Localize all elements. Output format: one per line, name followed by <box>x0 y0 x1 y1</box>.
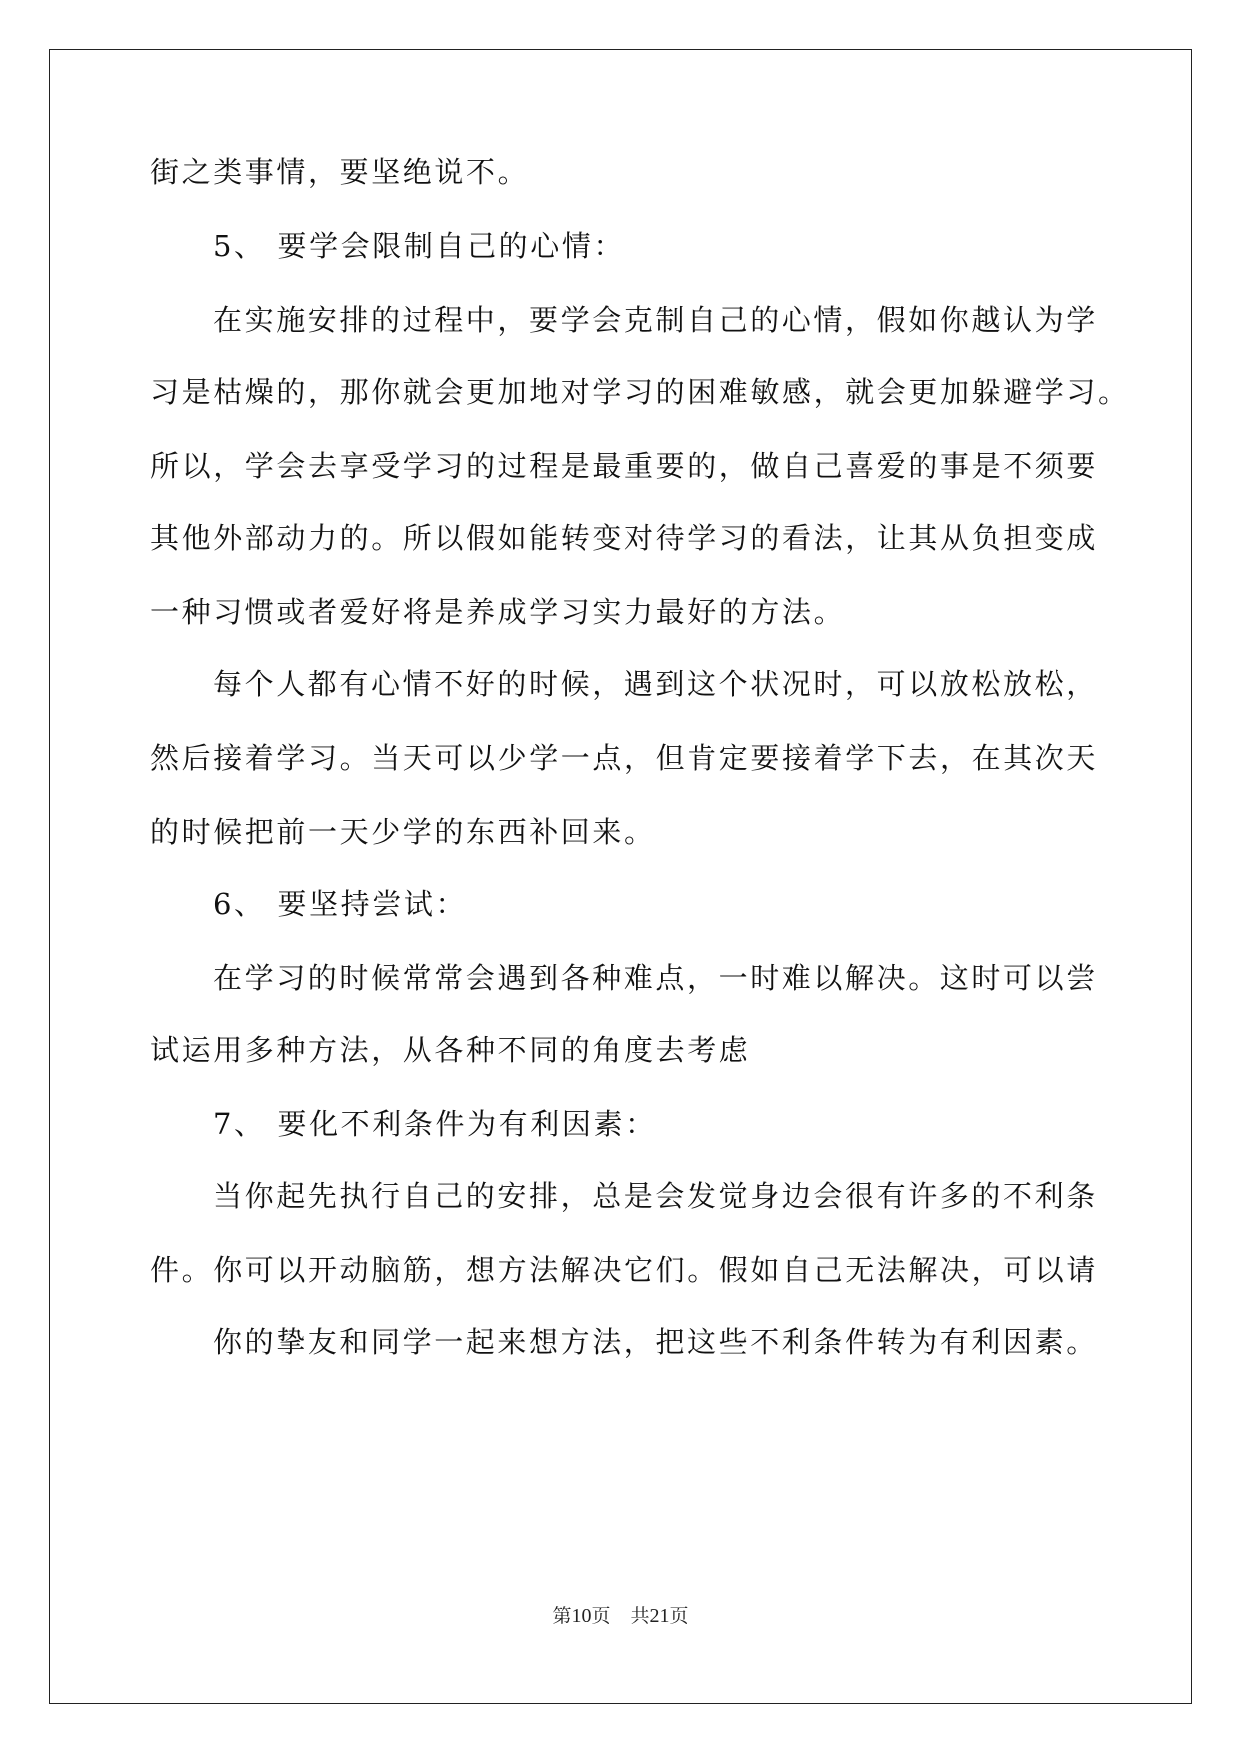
paragraph-first-line: 当你起先执行自己的安排，总是会发觉身边会很有许多的不利条 <box>213 1179 1098 1213</box>
section-heading-6: 6、 要坚持尝试： <box>213 887 468 921</box>
page-footer <box>0 1601 1241 1628</box>
section-heading-7: 7、 要化不利条件为有利因素： <box>213 1107 657 1141</box>
body-text-line: 一种习惯或者爱好将是养成学习实力最好的方法。 <box>150 595 846 629</box>
body-text-line: 然后接着学习。当天可以少学一点，但肯定要接着学下去，在其次天 <box>150 741 1099 775</box>
footer-total-suffix: 页 <box>669 1606 689 1627</box>
footer-total-prefix: 共 <box>630 1606 650 1627</box>
body-text-line: 街之类事情，要坚绝说不。 <box>150 155 530 189</box>
total-page-number: 21 <box>649 1605 670 1627</box>
body-text-line: 其他外部动力的。所以假如能转变对待学习的看法，让其从负担变成 <box>150 521 1099 555</box>
body-text-line: 你的挚友和同学一起来想方法，把这些不利条件转为有利因素。 <box>213 1325 1098 1359</box>
body-text-line: 所以，学会去享受学习的过程是最重要的，做自己喜爱的事是不须要 <box>150 449 1099 483</box>
body-text-line: 习是枯燥的，那你就会更加地对学习的困难敏感，就会更加躲避学习。 <box>150 375 1130 409</box>
paragraph-first-line: 在实施安排的过程中，要学会克制自己的心情，假如你越认为学 <box>213 303 1098 337</box>
current-page-number: 10 <box>571 1605 592 1627</box>
section-heading-5: 5、 要学会限制自己的心情： <box>213 229 626 263</box>
body-text-line: 的时候把前一天少学的东西补回来。 <box>150 815 656 849</box>
paragraph-first-line: 在学习的时候常常会遇到各种难点，一时难以解决。这时可以尝 <box>213 961 1098 995</box>
paragraph-first-line: 每个人都有心情不好的时候，遇到这个状况时，可以放松放松， <box>213 667 1098 701</box>
body-text-line: 试运用多种方法，从各种不同的角度去考虑 <box>150 1033 751 1067</box>
body-text-line: 件。你可以开动脑筋，想方法解决它们。假如自己无法解决，可以请 <box>150 1253 1099 1287</box>
page-border <box>49 49 1192 1704</box>
footer-page-suffix: 页 <box>591 1606 611 1627</box>
footer-prefix: 第 <box>552 1606 572 1627</box>
